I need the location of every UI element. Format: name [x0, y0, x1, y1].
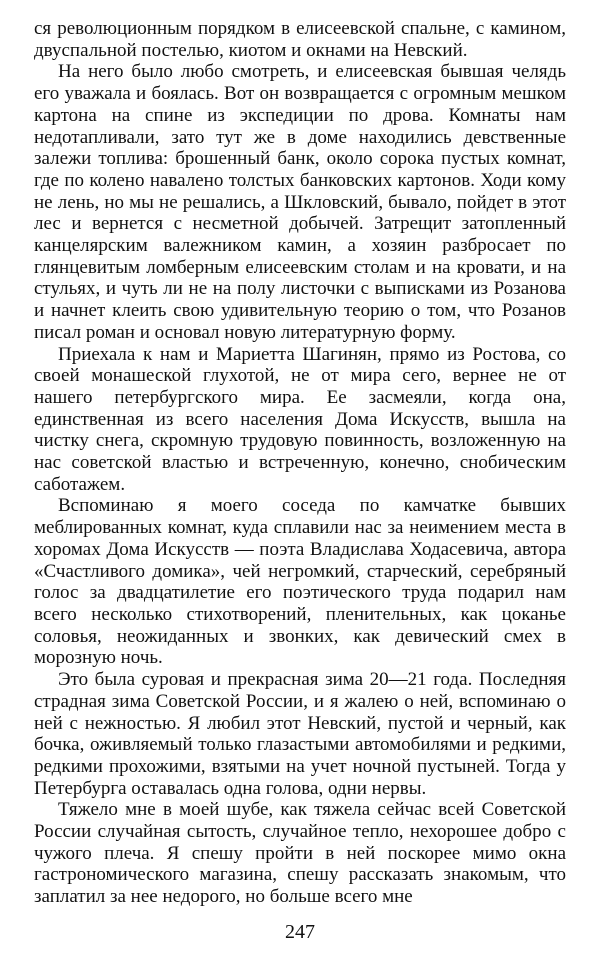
page-number: 247: [285, 921, 315, 943]
paragraph-shklovsky: На него было любо смотреть, и елисеевская бывшая челядь его уважала и боялась. Вот он возвращается с огромным мешком картона на спине из экспедиции по дрова. Комнаты нам недотапливали, зато тут же в доме находились девственные залежи топлива: брошенный банк, около сорока пустых комнат, где по колено навалено толстых банковских картонов. Ходи кому не лень, но мы не решались, а Шкловский, бывало, пойдет в этот лес и вернется с несметной добычей. Затрещит затопленный канцелярским валежником камин, а хозяин разбросает по глянцевитым ломберным елисеевским столам и на кровати, и на стульях, и чуть ли не на полу листочки с выписками из Розанова и начнет клеить свою удивительную теорию о том, что Розанов писал роман и основал новую литературную форму.: [34, 61, 566, 343]
paragraph-fur-coat: Тяжело мне в моей шубе, как тяжела сейчас всей Советской России случайная сытость, случайное тепло, нехорошее добро с чужого плеча. Я спешу пройти в ней поскорее мимо окна гастрономического магазина, спешу рассказать знакомым, что заплатил за нее недорого, но больше всего мне: [34, 799, 566, 908]
paragraph-winter: Это была суровая и прекрасная зима 20—21 года. Последняя страдная зима Советской России, и я жалею о ней, вспоминаю о ней с нежностью. Я любил этот Невский, пустой и черный, как бочка, оживляемый только глазастыми автомобилями и редкими, редкими прохожими, взятыми на учет ночной пустыней. Тогда у Петербурга оставалась одна голова, одни нервы.: [34, 669, 566, 799]
paragraph-shaginyan: Приехала к нам и Мариетта Шагинян, прямо из Ростова, со своей монашеской глухотой, не от мира сего, вернее не от нашего петербургского мира. Ее засмеяли, когда она, единственная из всего населения Дома Искусств, вышла на чистку снега, скромную трудовую повинность, возложенную на нас советской властью и встреченную, конечно, снобическим саботажем.: [34, 343, 566, 495]
paragraph-continuation: ся революционным порядком в елисеевской спальне, с камином, двуспальной постелью, киотом и окнами на Невский.: [34, 18, 566, 61]
page-text: [34, 18, 566, 908]
paragraph-khodasevich: Вспоминаю я моего соседа по камчатке бывших меблированных комнат, куда сплавили нас за неимением места в хоромах Дома Искусств — поэта Владислава Ходасевича, автора «Счастливого домика», чей негромкий, старческий, серебряный голос за двадцатилетие его поэтического труда подарил нам всего несколько стихотворений, пленительных, как цоканье соловья, неожиданных и звонких, как девический смех в морозную ночь.: [34, 495, 566, 669]
